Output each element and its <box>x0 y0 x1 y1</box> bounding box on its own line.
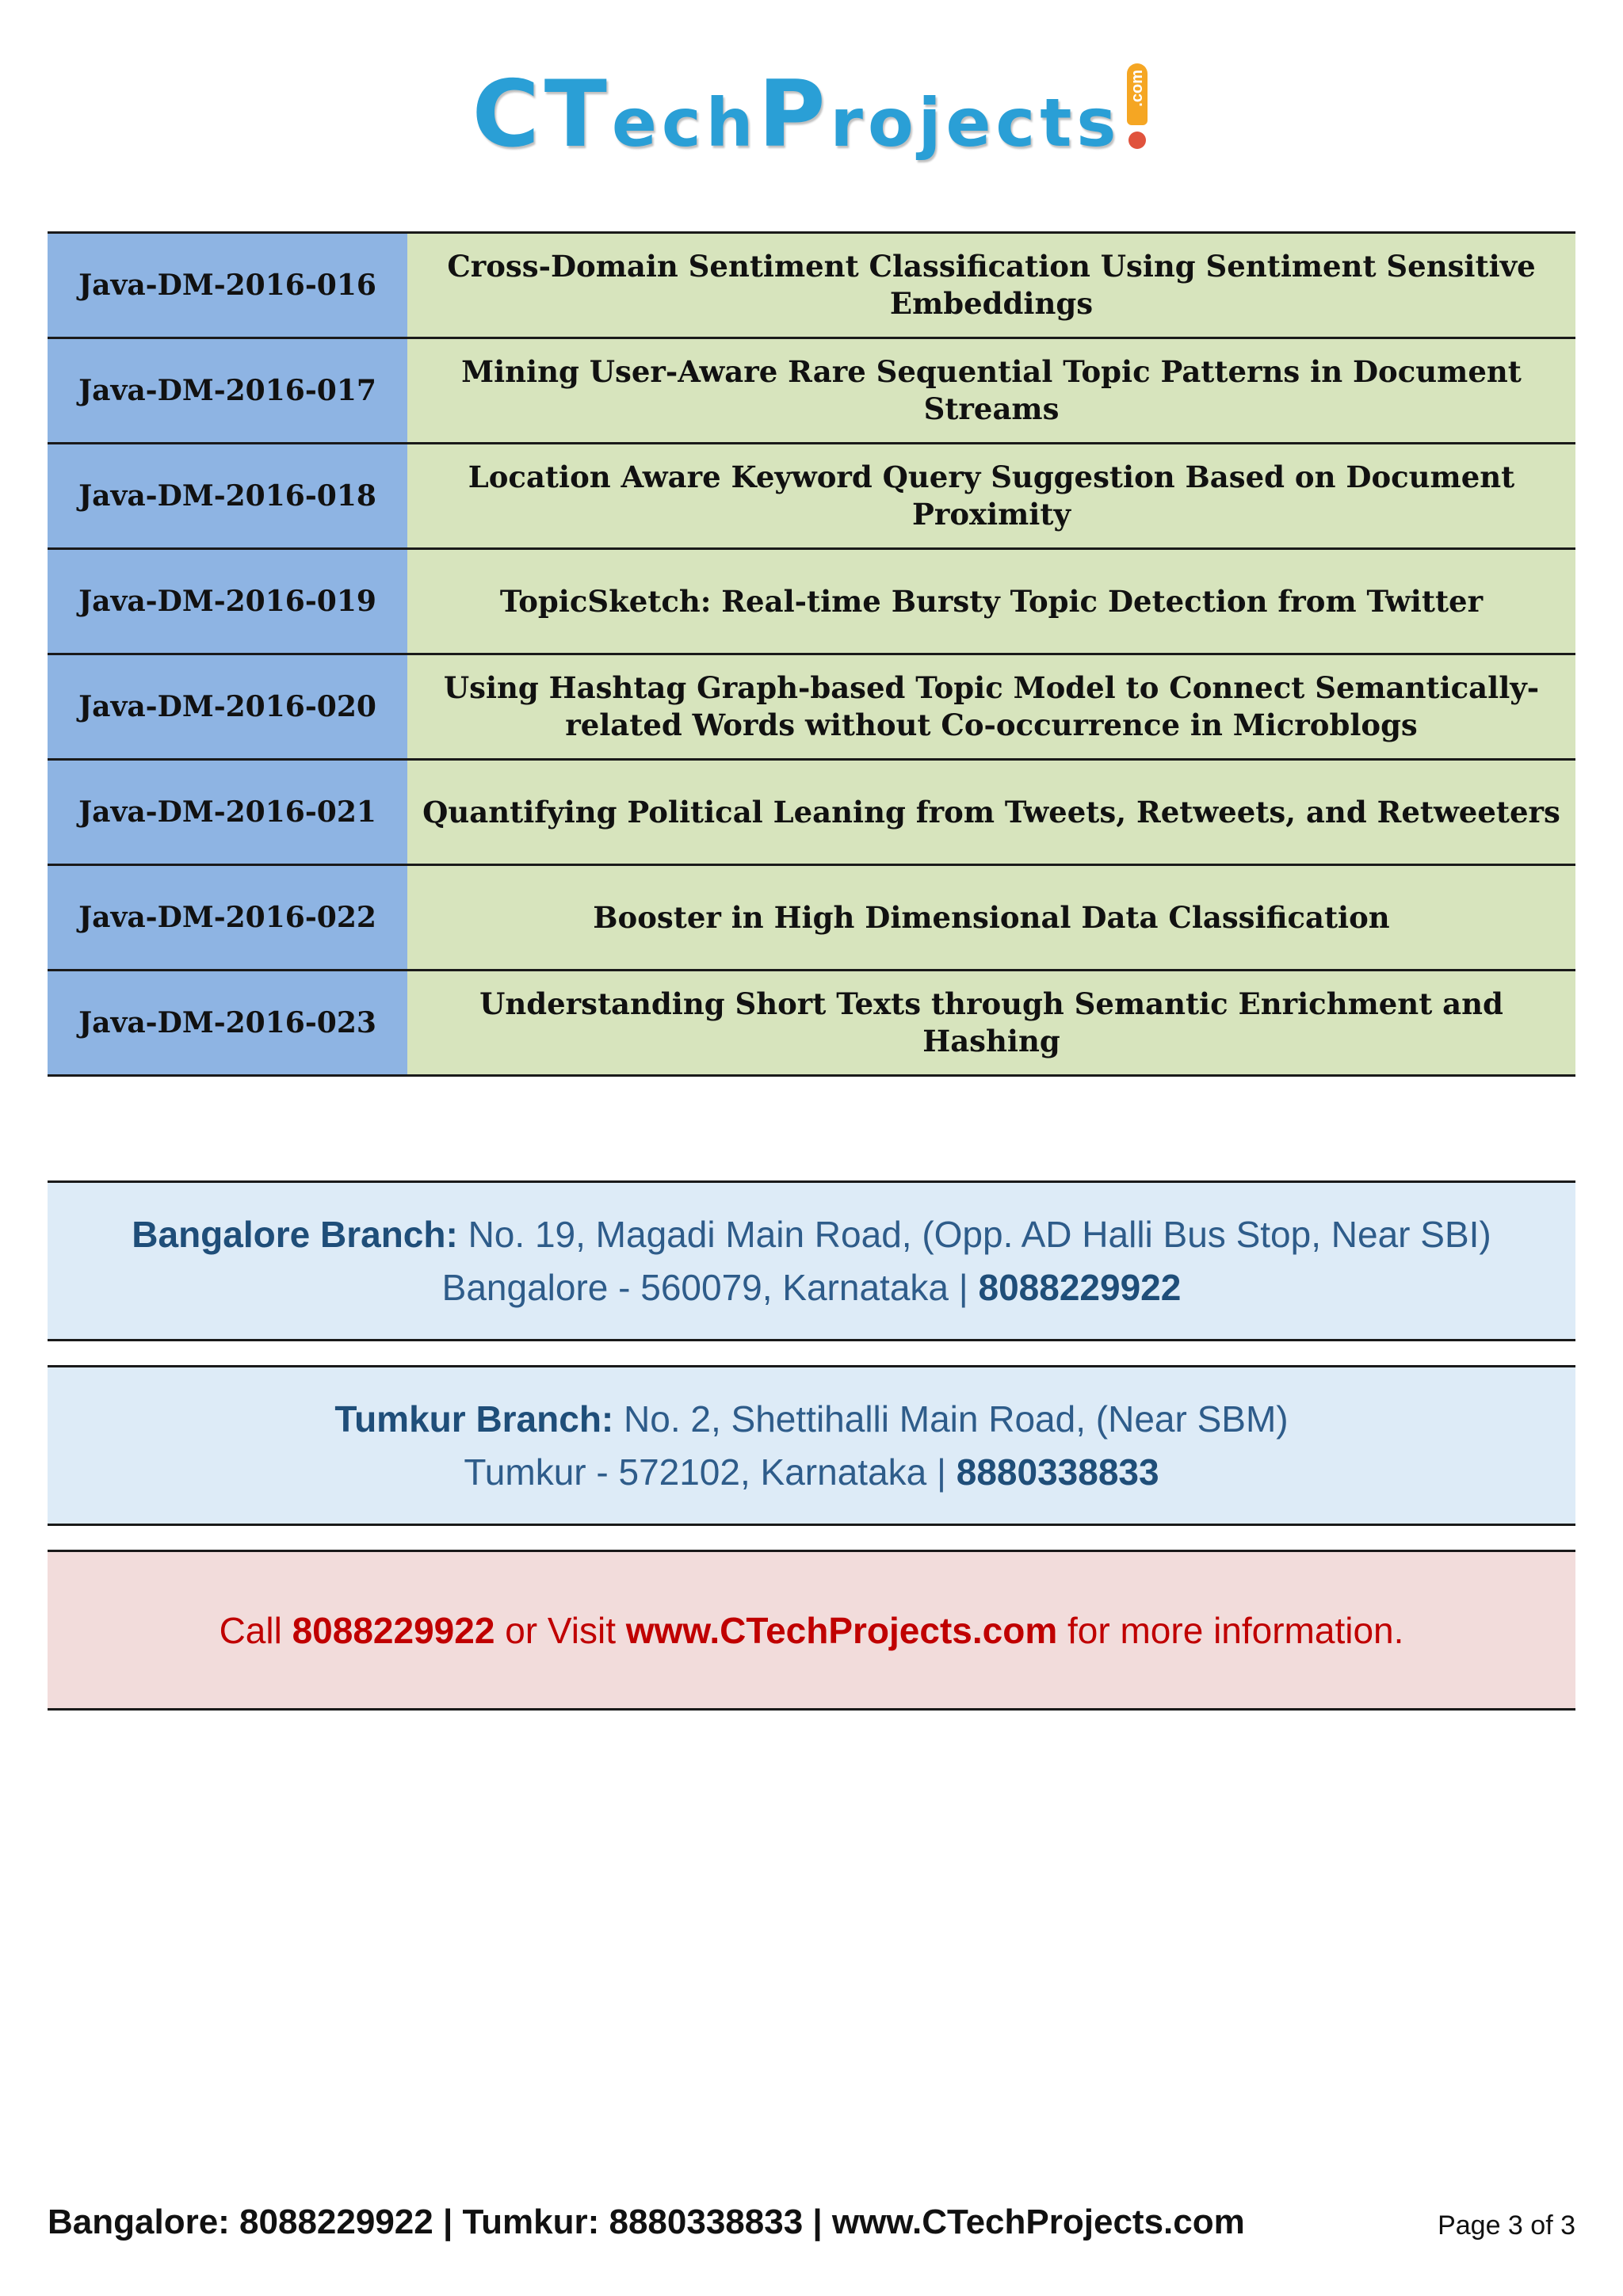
project-code: Java-DM-2016-020 <box>48 654 407 760</box>
logo-part-ech: ech <box>611 84 758 162</box>
callout-middle: or Visit <box>505 1610 616 1651</box>
tumkur-address-line1 <box>48 1393 1575 1446</box>
logo-dotcom-text: .com <box>1128 70 1147 107</box>
bangalore-address-line2 <box>48 1261 1575 1314</box>
project-title: TopicSketch: Real-time Bursty Topic Detection from Twitter <box>407 549 1575 654</box>
project-title: Understanding Short Texts through Semantic Enrichment and Hashing <box>407 971 1575 1076</box>
callout-suffix: for more information. <box>1067 1610 1404 1651</box>
project-title: Location Aware Keyword Query Suggestion Based on Document Proximity <box>407 444 1575 549</box>
page-footer: Bangalore: 8088229922 | Tumkur: 8880338833 | www.CTechProjects.com <box>48 2203 1245 2241</box>
table-row <box>48 760 1575 865</box>
logo-wordmark <box>472 55 1151 201</box>
bangalore-address-line1 <box>48 1208 1575 1261</box>
callout-prefix: Call <box>219 1610 282 1651</box>
bangalore-city: Bangalore - 560079, Karnataka | <box>441 1267 968 1308</box>
project-title: Mining User-Aware Rare Sequential Topic Patterns in Document Streams <box>407 338 1575 444</box>
table-row <box>48 444 1575 549</box>
logo-dotcom-icon <box>1124 63 1151 152</box>
project-code: Java-DM-2016-017 <box>48 338 407 444</box>
tumkur-branch-label: Tumkur Branch: <box>334 1398 614 1440</box>
company-logo <box>0 55 1623 174</box>
project-title: Quantifying Political Leaning from Tweets, Retweets, and Retweeters <box>407 760 1575 865</box>
table-row <box>48 971 1575 1076</box>
project-code: Java-DM-2016-022 <box>48 865 407 971</box>
tumkur-address-line2 <box>48 1446 1575 1499</box>
logo-part-ct: CT <box>472 61 612 168</box>
contact-callout <box>48 1550 1575 1711</box>
tumkur-branch-box <box>48 1365 1575 1526</box>
table-row <box>48 654 1575 760</box>
table-row <box>48 233 1575 338</box>
project-code: Java-DM-2016-021 <box>48 760 407 865</box>
tumkur-city: Tumkur - 572102, Karnataka | <box>464 1451 946 1493</box>
tumkur-phone[interactable]: 8880338833 <box>956 1451 1159 1493</box>
project-title: Cross-Domain Sentiment Classification Using Sentiment Sensitive Embeddings <box>407 233 1575 338</box>
bangalore-branch-box <box>48 1180 1575 1341</box>
table-row <box>48 338 1575 444</box>
callout-website-link[interactable]: www.CTechProjects.com <box>625 1610 1058 1651</box>
logo-part-p: P <box>758 61 831 168</box>
project-code: Java-DM-2016-016 <box>48 233 407 338</box>
table-row <box>48 549 1575 654</box>
bangalore-address: No. 19, Magadi Main Road, (Opp. AD Halli Bus Stop, Near SBI) <box>468 1214 1491 1255</box>
bangalore-branch-label: Bangalore Branch: <box>132 1214 458 1255</box>
tumkur-address: No. 2, Shettihalli Main Road, (Near SBM) <box>624 1398 1289 1440</box>
project-code: Java-DM-2016-023 <box>48 971 407 1076</box>
project-title: Booster in High Dimensional Data Classification <box>407 865 1575 971</box>
project-code: Java-DM-2016-019 <box>48 549 407 654</box>
project-code: Java-DM-2016-018 <box>48 444 407 549</box>
table-row <box>48 865 1575 971</box>
page-number: Page 3 of 3 <box>1438 2210 1575 2241</box>
logo-part-rojects: rojects <box>830 84 1121 162</box>
bangalore-phone[interactable]: 8088229922 <box>978 1267 1182 1308</box>
project-title: Using Hashtag Graph-based Topic Model to Connect Semantically-related Words without Co-occurrence in Microblogs <box>407 654 1575 760</box>
callout-phone[interactable]: 8088229922 <box>292 1610 495 1651</box>
project-table <box>48 231 1575 1077</box>
